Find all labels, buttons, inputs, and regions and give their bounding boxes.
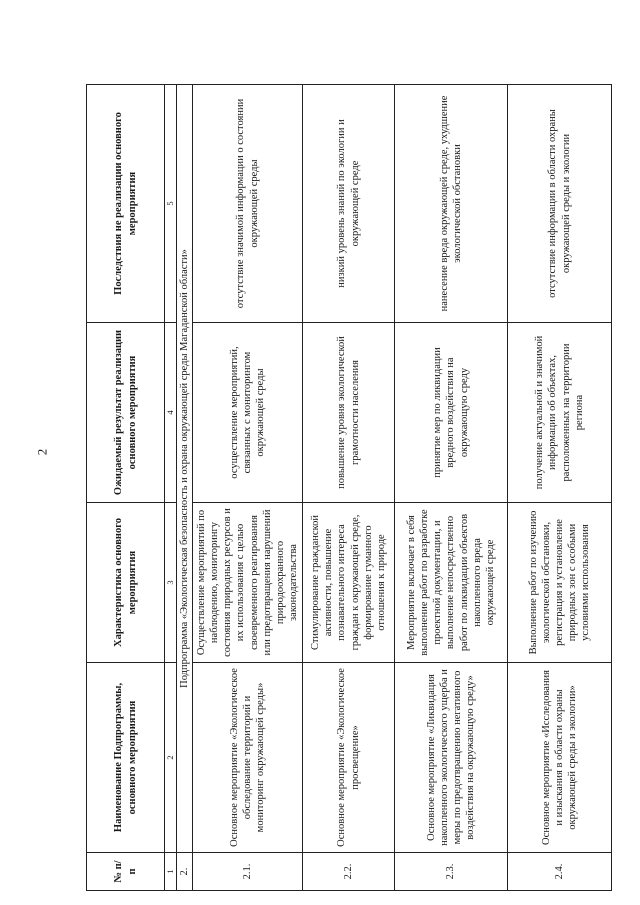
column-number: 5	[165, 85, 177, 323]
row-number: 2.1.	[193, 853, 303, 891]
row-expected-result: принятие мер по ликвидации вредного воздействия на окружающую среду	[395, 323, 508, 503]
table-row	[193, 85, 303, 891]
page-number	[36, 437, 48, 467]
row-consequence: низкий уровень знаний по экологии и окружающей среде	[303, 85, 395, 323]
row-activity-name: Основное мероприятие «Исследования и изыскания в области охраны окружающей среды и экологии»	[508, 663, 612, 853]
row-expected-result: осуществление мероприятий, связанных с мониторингом окружающей среды	[193, 323, 303, 503]
row-expected-result: получение актуальной и значимой информации об объектах, расположенных на территории региона	[508, 323, 612, 503]
subprogram-number: 2.	[177, 853, 193, 891]
header-cell: Последствия не реализации основного мероприятия	[87, 85, 165, 323]
header-cell: Наименование Подпрограммы, основного мероприятия	[87, 663, 165, 853]
document-page	[86, 85, 601, 891]
row-characteristic: Стимулирование гражданской активности, повышение познавательного интереса граждан к окружающей среде, формирование гуманного отношения к природе	[303, 503, 395, 663]
row-activity-name: Основное мероприятие «Экологическое просвещение»	[303, 663, 395, 853]
table-row	[395, 85, 508, 891]
row-characteristic: Выполнение работ по изучению экологической обстановки, регистрация и установление природных зон с особыми условиями использования	[508, 503, 612, 663]
header-cell: № п/п	[87, 853, 165, 891]
activities-table	[86, 84, 612, 891]
row-consequence: отсутствие значимой информации о состоянии окружающей среды	[193, 85, 303, 323]
header-cell: Характеристика основного мероприятия	[87, 503, 165, 663]
row-consequence: отсутствие информации в области охраны окружающей среды и экологии	[508, 85, 612, 323]
row-number: 2.4.	[508, 853, 612, 891]
subprogram-title: Подпрограмма «Экологическая безопасность и охрана окружающей среды Магаданской области»	[177, 85, 193, 853]
table-row	[303, 85, 395, 891]
table-row	[508, 85, 612, 891]
row-characteristic: Мероприятие включает в себя выполнение работ по разработке проектной документации, и выполнение непосредственно работ по ликвидации объектов накопленного вреда окружающей среде	[395, 503, 508, 663]
column-number: 2	[165, 663, 177, 853]
page-number-text: 2	[34, 448, 49, 456]
column-number: 1	[165, 853, 177, 891]
row-consequence: нанесение вреда окружающей среде, ухудшение экологической обстановки	[395, 85, 508, 323]
header-row	[87, 85, 165, 891]
row-activity-name: Основное мероприятие «Ликвидация накопленного экологического ущерба и меры по предотвращению негативного воздействия на окружающую среду»	[395, 663, 508, 853]
column-number-row	[165, 85, 177, 891]
header-cell: Ожидаемый результат реализации основного мероприятия	[87, 323, 165, 503]
rotated-table-container	[86, 85, 601, 891]
row-number: 2.2.	[303, 853, 395, 891]
row-expected-result: повышение уровня экологической грамотности населения	[303, 323, 395, 503]
column-number: 4	[165, 323, 177, 503]
row-activity-name: Основное мероприятие «Экологическое обследование территорий и мониторинг окружающей среды»	[193, 663, 303, 853]
row-characteristic: Осуществление мероприятий по наблюдению, мониторингу состояния природных ресурсов и их использования с целью своевременного реагирования или предотвращения нарушений природоохранного законодательства	[193, 503, 303, 663]
row-number: 2.3.	[395, 853, 508, 891]
column-number: 3	[165, 503, 177, 663]
subprogram-row	[177, 85, 193, 891]
